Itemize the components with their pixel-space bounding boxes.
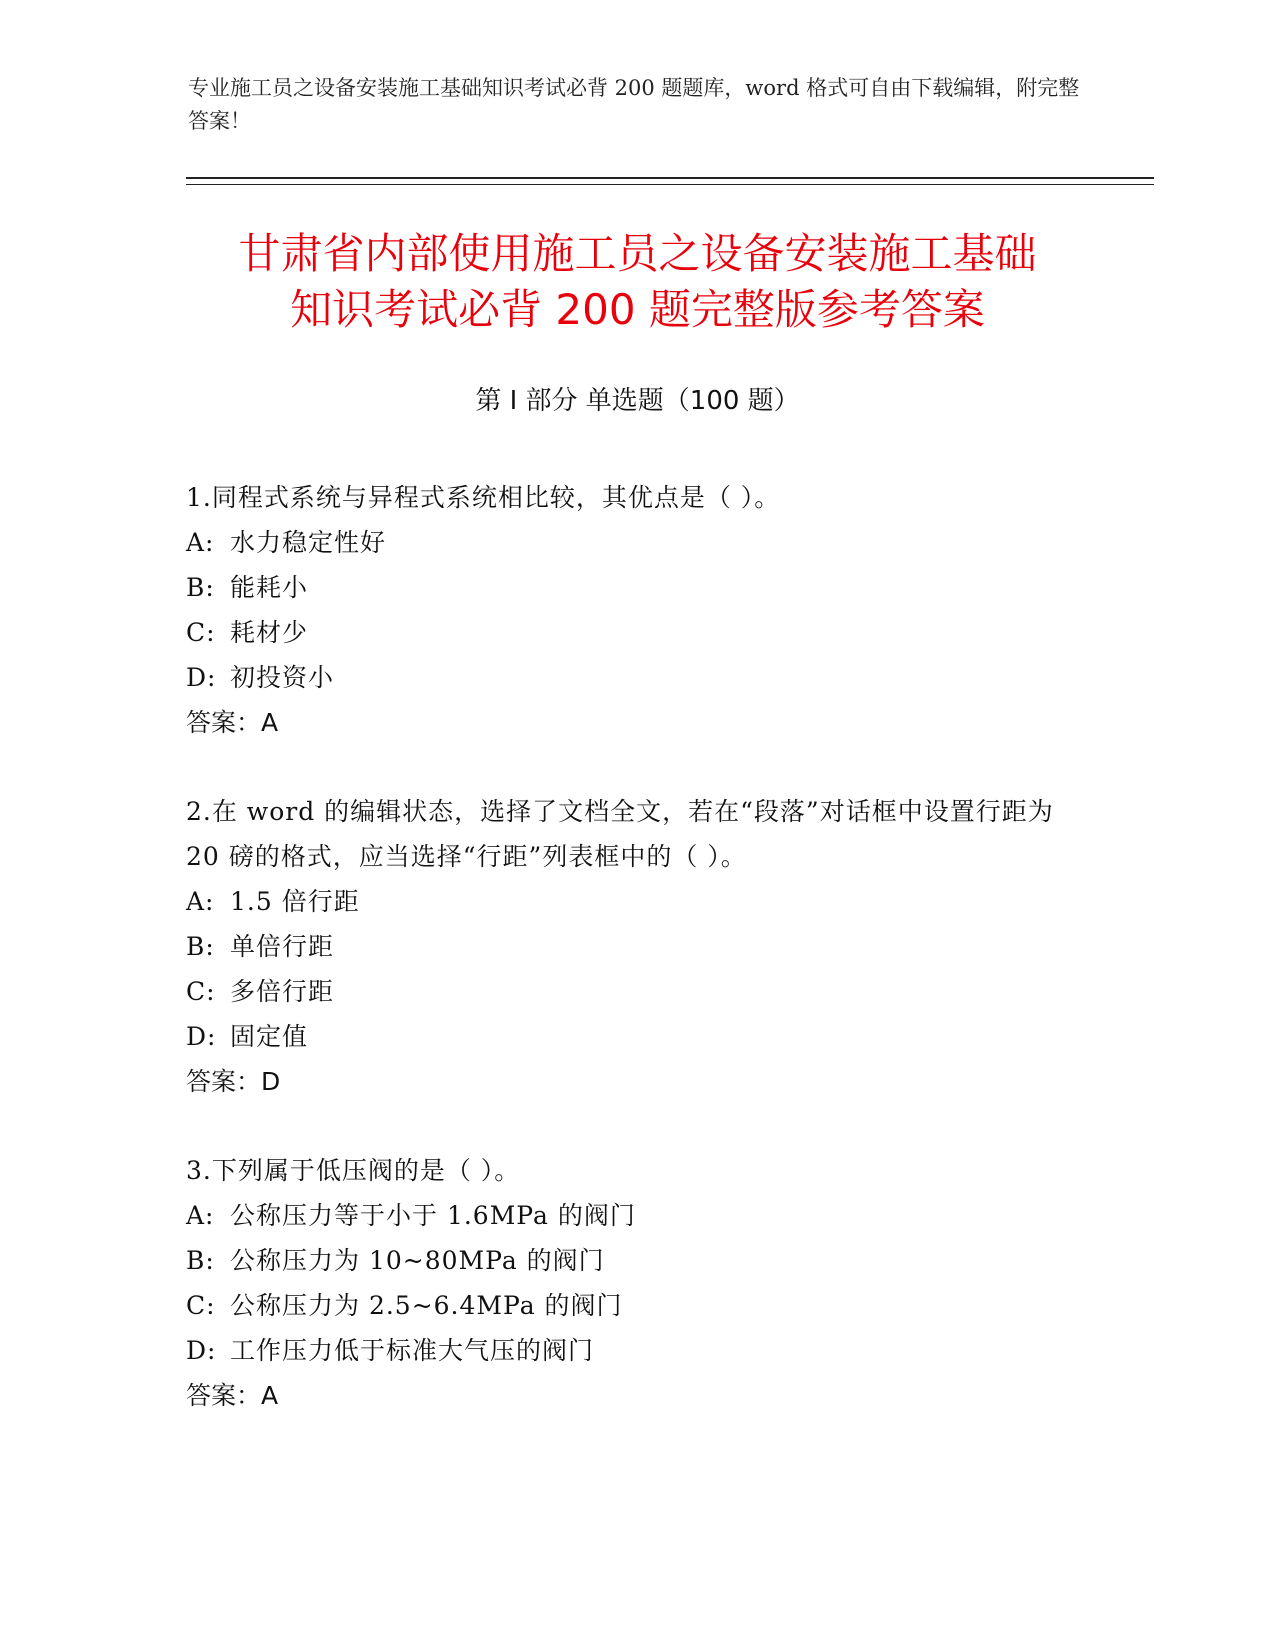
question-item [186,789,1086,1104]
option-a [186,1193,1086,1238]
option-text: 公称压力为 10~80MPa 的阀门 [230,1246,605,1275]
option-d [186,655,1086,700]
option-key: B: [186,1246,215,1275]
document-title-line-1: 甘肃省内部使用施工员之设备安装施工基础 [238,229,1037,278]
option-text: 公称压力为 2.5~6.4MPa 的阀门 [230,1291,623,1320]
option-text: 初投资小 [230,663,335,692]
option-d [186,1014,1086,1059]
option-d [186,1328,1086,1373]
option-b [186,565,1086,610]
option-key: D: [186,663,217,692]
question-item [186,475,1086,745]
option-a [186,520,1086,565]
question-list [186,475,1086,1462]
option-text: 耗材少 [230,618,309,647]
option-key: A: [186,1201,215,1230]
option-c [186,610,1086,655]
question-item [186,1148,1086,1418]
answer-line: 答案：A [186,1381,279,1410]
option-key: B: [186,932,215,961]
option-key: A: [186,528,215,557]
option-c [186,969,1086,1014]
option-text: 1.5 倍行距 [230,887,360,916]
answer-line: 答案：A [186,708,279,737]
header-note: 专业施工员之设备安装施工基础知识考试必背 200 题题库，word 格式可自由下载编辑，附完整答案！ [188,76,1080,133]
option-key: A: [186,887,215,916]
option-key: D: [186,1022,217,1051]
document-title [150,226,1125,338]
question-stem: 1.同程式系统与异程式系统相比较，其优点是（ ）。 [186,483,781,512]
option-text: 固定值 [230,1022,309,1051]
option-b [186,924,1086,969]
option-key: C: [186,1291,216,1320]
question-stem: 3.下列属于低压阀的是（ ）。 [186,1156,521,1185]
answer-line: 答案：D [186,1067,281,1096]
section-heading: 第 I 部分 单选题（100 题） [475,386,800,416]
option-key: C: [186,977,216,1006]
option-text: 工作压力低于标准大气压的阀门 [230,1336,595,1365]
option-b [186,1238,1086,1283]
header-divider-thick [186,177,1154,179]
option-text: 多倍行距 [230,977,335,1006]
option-key: B: [186,573,215,602]
document-title-line-2: 知识考试必背 200 题完整版参考答案 [290,285,985,334]
option-a [186,879,1086,924]
header-divider-thin [186,184,1154,185]
option-text: 单倍行距 [230,932,335,961]
option-text: 能耗小 [230,573,309,602]
option-text: 公称压力等于小于 1.6MPa 的阀门 [230,1201,636,1230]
option-c [186,1283,1086,1328]
option-key: D: [186,1336,217,1365]
option-key: C: [186,618,216,647]
question-stem: 2.在 word 的编辑状态，选择了文档全文，若在“段落”对话框中设置行距为 20 磅的格式，应当选择“行距”列表框中的（ ）。 [186,797,1054,871]
option-text: 水力稳定性好 [230,528,387,557]
